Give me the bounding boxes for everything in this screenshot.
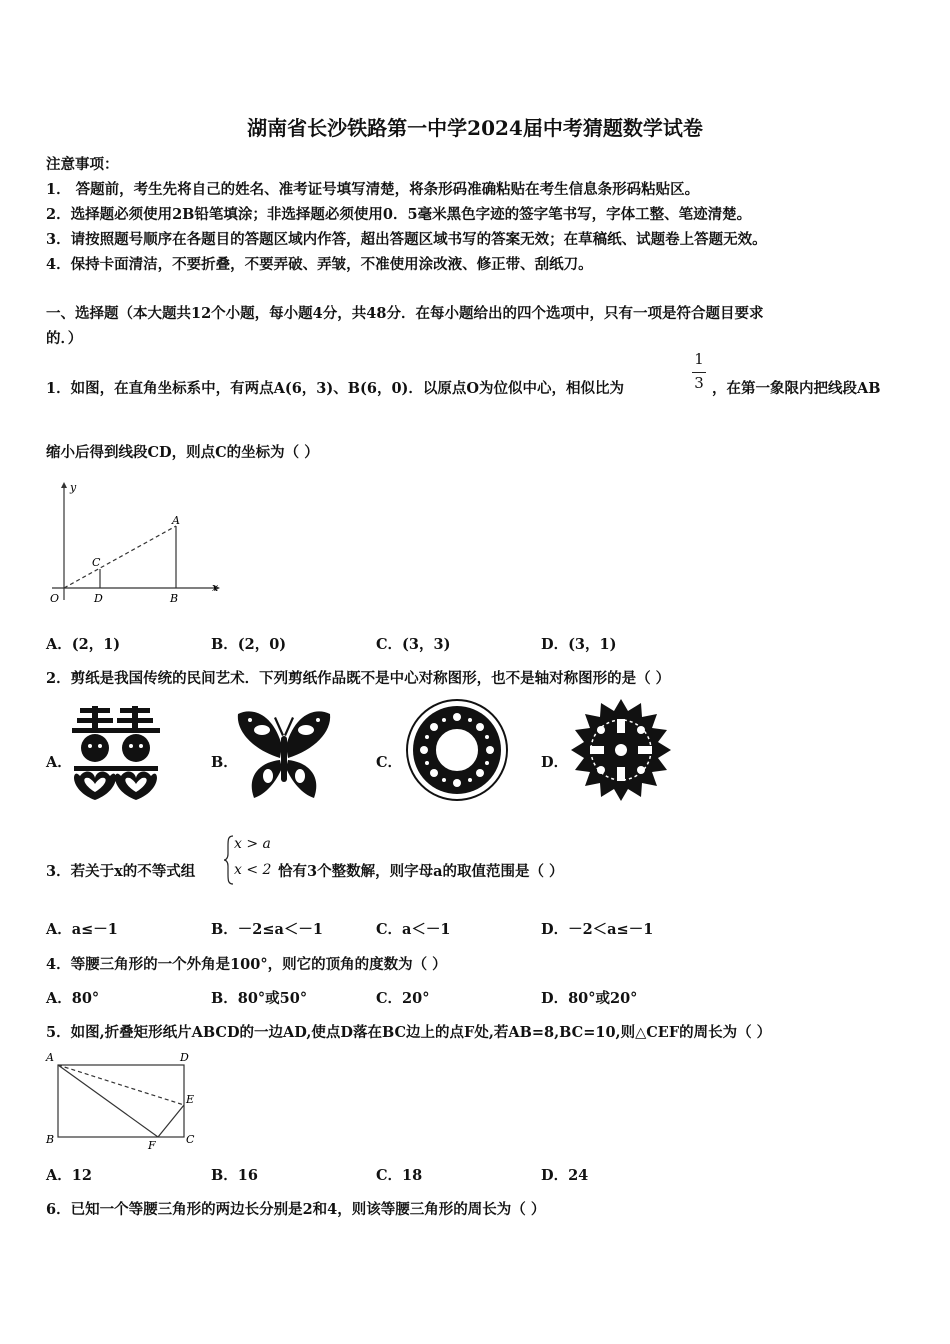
label-c: C	[92, 556, 101, 569]
q2-option-b-label: B．	[211, 754, 238, 771]
q1-fraction-denominator: 3	[694, 374, 704, 392]
label-c: C	[186, 1133, 195, 1146]
ray-oa	[64, 526, 176, 588]
q6-text: 6．已知一个等腰三角形的两边长分别是2和4，则该等腰三角形的周长为（ ）	[46, 1201, 546, 1218]
label-f: F	[148, 1139, 156, 1152]
q1-fraction-numerator: 1	[694, 350, 704, 368]
segment-af	[58, 1065, 158, 1137]
q3-inequality-2: x < 2	[234, 862, 272, 878]
notice-heading: 注意事项：	[46, 156, 119, 173]
section-heading-line1: 一、选择题（本大题共12个小题，每小题4分，共48分．在每小题给出的四个选项中，只有一项是符合题目要求	[46, 305, 764, 322]
notice-item: 2．选择题必须使用2B铅笔填涂；非选择题必须使用0．5毫米黑色字迹的签字笔书写，字体工整、笔迹清楚。	[46, 206, 752, 223]
label-y: y	[70, 481, 77, 494]
q1-option-b: B．(2，0)	[211, 636, 287, 653]
label-a: A	[172, 514, 180, 527]
fold-line-ae	[58, 1065, 184, 1105]
label-x: x	[212, 581, 219, 594]
q5-option-b: B．16	[211, 1167, 258, 1184]
q4-option-c: C．20°	[376, 990, 430, 1007]
q3-option-c: C．a＜－1	[376, 921, 451, 938]
q4-text: 4．等腰三角形的一个外角是100°，则它的顶角的度数为（ ）	[46, 956, 447, 973]
notice-item: 4．保持卡面清洁，不要折叠，不要弄破、弄皱，不准使用涂改液、修正带、刮纸刀。	[46, 256, 593, 273]
butterfly-papercut-image	[234, 706, 334, 806]
q1-text-part2: ，在第一象限内把线段AB	[712, 380, 881, 397]
label-b: B	[170, 592, 179, 605]
y-axis-arrow	[61, 482, 67, 488]
q3-option-d: D．－2＜a≤－1	[541, 921, 654, 938]
q1-option-a: A．(2，1)	[46, 636, 121, 653]
q1-option-d: D．(3，1)	[541, 636, 617, 653]
q3-text-part2: 恰有3个整数解，则字母a的取值范围是（ ）	[278, 863, 564, 880]
ring-papercut-image	[404, 697, 510, 803]
q4-option-d: D．80°或20°	[541, 990, 638, 1007]
double-happiness-papercut-image	[72, 706, 162, 806]
q1-fraction-bar	[692, 372, 706, 373]
rectangle-abcd	[58, 1065, 184, 1137]
q5-option-c: C．18	[376, 1167, 423, 1184]
q3-text-part1: 3．若关于x的不等式组	[46, 863, 196, 880]
section-heading-line2: 的．）	[46, 330, 83, 347]
q1-text-part1: 1．如图，在直角坐标系中，有两点A(6，3)、B(6，0)．以原点O为位似中心，相似比为	[46, 380, 625, 397]
label-b: B	[46, 1133, 55, 1146]
q5-option-a: A．12	[46, 1167, 92, 1184]
q3-option-b: B．－2≤a＜－1	[211, 921, 323, 938]
q3-inequality-1: x > a	[234, 836, 271, 852]
label-a: A	[46, 1051, 54, 1064]
q5-rectangle-figure	[42, 1045, 212, 1155]
q1-option-c: C．(3，3)	[376, 636, 451, 653]
q2-option-d-label: D．	[541, 754, 569, 771]
q1-coordinate-figure	[44, 478, 234, 608]
sun-papercut-image	[568, 697, 674, 803]
notice-item: 3．请按照题号顺序在各题目的答题区域内作答，超出答题区域书写的答案无效；在草稿纸、试题卷上答题无效。	[46, 231, 767, 248]
q5-option-d: D．24	[541, 1167, 589, 1184]
label-e: E	[186, 1093, 195, 1106]
q2-text: 2．剪纸是我国传统的民间艺术．下列剪纸作品既不是中心对称图形，也不是轴对称图形的是（ ）	[46, 670, 671, 687]
q3-option-a: A．a≤－1	[46, 921, 118, 938]
page-title: 湖南省长沙铁路第一中学2024届中考猜题数学试卷	[247, 116, 703, 140]
segment-fe	[158, 1105, 184, 1137]
label-d: D	[94, 592, 103, 605]
label-d: D	[180, 1051, 189, 1064]
q4-option-a: A．80°	[46, 990, 100, 1007]
q1-text-line2: 缩小后得到线段CD，则点C的坐标为（ ）	[46, 444, 319, 461]
q5-text: 5．如图,折叠矩形纸片ABCD的一边AD,使点D落在BC边上的点F处,若AB=8,BC=10,则△CEF的周长为（ ）	[46, 1024, 772, 1041]
q2-option-c-label: C．	[376, 754, 403, 771]
q2-option-a-label: A．	[46, 754, 72, 771]
notice-item: 1． 答题前，考生先将自己的姓名、准考证号填写清楚，将条形码准确粘贴在考生信息条形码粘贴区。	[46, 181, 700, 198]
q4-option-b: B．80°或50°	[211, 990, 308, 1007]
label-o: O	[50, 592, 60, 605]
